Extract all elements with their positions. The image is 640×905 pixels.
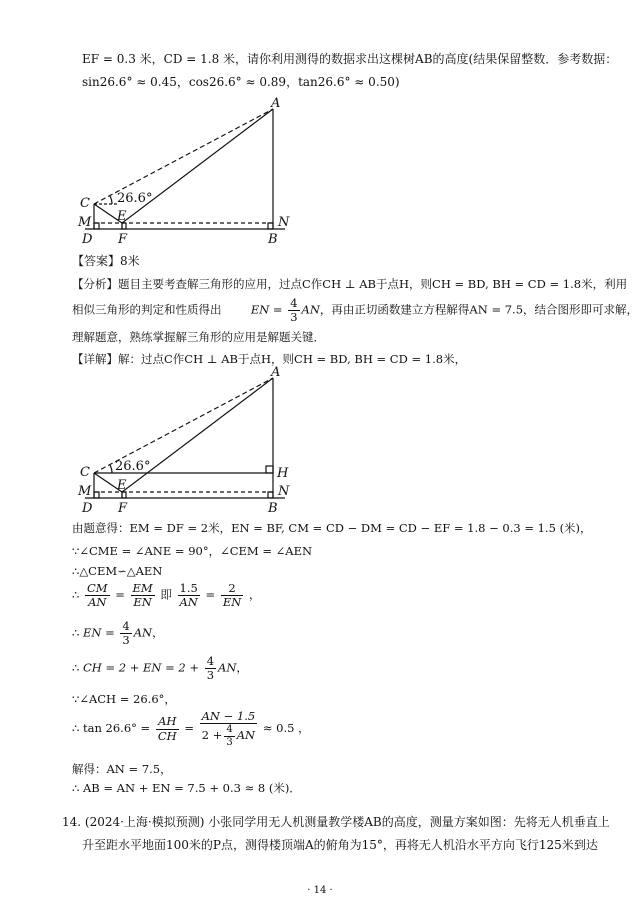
analysis-text-a: 相似三角形的判定和性质得出	[72, 302, 222, 317]
answer-line: 【答案】8米	[72, 254, 140, 268]
expression-lhs: CH = 2 + EN = 2 +	[82, 660, 200, 675]
expression-lhs: tan 26.6° =	[82, 721, 151, 736]
question-14-line-2: 升至距水平地面100米的P点，测得楼顶端A的俯角为15°，再将无人机沿水平方向飞行125米到达	[82, 838, 598, 852]
therefore-symbol: ∴	[72, 721, 80, 736]
fraction-denominator: 3	[290, 310, 298, 325]
fig1-label-a: A	[271, 96, 281, 111]
fraction-denominator: CH	[157, 728, 177, 743]
fraction-numerator: 4	[290, 296, 298, 310]
fig2-label-a: A	[271, 366, 281, 380]
fig2-label-m: M	[78, 484, 92, 499]
solution-line-10: ∴ AB = AN + EN = 7.5 + 0.3 ≈ 8 (米)．	[72, 781, 301, 795]
analysis-line-2	[72, 297, 638, 324]
solution-line-5	[72, 620, 164, 647]
denominator-suffix: AN	[236, 728, 256, 743]
page-number: · 14 ·	[307, 885, 333, 896]
fig2-angle-label: 26.6°	[115, 459, 151, 474]
fig1-label-n: N	[278, 215, 290, 230]
fraction-numerator: 4	[206, 654, 215, 668]
fig2-label-e: E	[117, 478, 127, 493]
therefore-symbol: ∴	[72, 587, 80, 602]
analysis-fraction	[288, 297, 299, 324]
expression-rhs: AN	[218, 660, 237, 675]
approximation: ≈ 0.5	[262, 721, 295, 736]
solution-line-2: ∵∠CME = ∠ANE = 90°，∠CEM = ∠AEN	[72, 544, 313, 558]
punctuation: ，	[236, 660, 248, 675]
therefore-symbol: ∴	[72, 660, 80, 675]
connector-word: 即	[160, 587, 172, 602]
figure-1	[70, 96, 300, 246]
punctuation: ，	[298, 721, 310, 736]
solution-line-6	[72, 655, 248, 682]
denominator-prefix: 2 +	[201, 728, 223, 743]
equals-sign: =	[115, 587, 125, 602]
figure-2	[70, 366, 300, 516]
fraction-numerator: EM	[132, 581, 153, 595]
fig1-label-f: F	[118, 232, 128, 246]
ratio-1.5-an	[178, 582, 200, 609]
fig1-label-b: B	[268, 232, 278, 246]
fraction-denominator: 3	[206, 668, 215, 683]
intro-line-1: EF = 0.3 米，CD = 1.8 米，请你利用测得的数据求出这棵树AB的高度(结果保留整数．参考数据：	[82, 52, 618, 66]
solution-line-7: ∵∠ACH = 26.6°，	[72, 692, 176, 706]
fig2-label-d: D	[82, 501, 93, 516]
fraction-numerator: AN − 1.5	[201, 709, 256, 723]
ratio-cm-an	[85, 582, 110, 609]
analysis-text-b: ，再由正切函数建立方程解得AN = 7.5，结合图形即可求解，	[319, 302, 639, 317]
fig1-angle-label: 26.6°	[117, 191, 153, 206]
expression-rhs: AN	[133, 625, 153, 640]
fraction-numerator: 4	[226, 724, 233, 736]
ratio-ah-ch	[156, 715, 179, 742]
ratio-em-en	[131, 582, 155, 609]
fraction-4-3	[205, 655, 216, 682]
fraction-numerator: 2	[221, 582, 243, 596]
fraction-denominator: EN	[222, 595, 242, 610]
fraction-4-3	[120, 620, 131, 647]
detail-line: 【详解】解：过点C作CH ⊥ AB于点H，则CH = BD, BH = CD = 1.8米，	[72, 352, 467, 366]
intro-line-2: sin26.6° ≈ 0.45，cos26.6° ≈ 0.89，tan26.6° ≈ 0.50)	[82, 75, 400, 89]
equals-sign: =	[184, 721, 194, 736]
fraction-numerator: AH	[156, 715, 179, 729]
fig1-label-e: E	[117, 209, 127, 224]
tan-equation-fraction	[200, 710, 258, 748]
analysis-line-3: 理解题意，熟练掌握解三角形的应用是解题关键．	[72, 330, 325, 344]
fig1-label-c: C	[80, 196, 90, 211]
fraction-denominator: AN	[179, 595, 198, 610]
nested-fraction	[224, 724, 234, 748]
solution-line-9: 解得：AN = 7.5，	[72, 762, 172, 776]
analysis-line-1: 【分析】题目主要考查解三角形的应用，过点C作CH ⊥ AB于点H，则CH = BD, BH = CD = 1.8米，利用	[72, 277, 628, 291]
fig1-label-m: M	[78, 215, 92, 230]
expression-lhs: EN =	[82, 625, 115, 640]
fraction-numerator: 1.5	[178, 582, 200, 596]
fraction-denominator: AN	[88, 595, 107, 610]
punctuation: ，	[248, 587, 261, 602]
fraction-denominator: EN	[133, 595, 152, 610]
solution-line-8	[72, 710, 310, 748]
fraction-numerator: CM	[86, 581, 108, 595]
fraction-numerator: 4	[122, 619, 130, 633]
solution-line-3: ∴△CEM∽△AEN	[72, 564, 163, 578]
fraction-denominator: 3	[122, 633, 130, 648]
equals-sign: =	[205, 587, 216, 602]
analysis-en: EN =	[250, 302, 283, 317]
fig1-label-d: D	[82, 232, 93, 246]
fig2-label-f: F	[118, 501, 128, 516]
fig2-label-c: C	[80, 465, 90, 480]
punctuation: ，	[152, 625, 164, 640]
solution-line-1: 由题意得：EM = DF = 2米，EN = BF, CM = CD − DM = CD − EF = 1.8 − 0.3 = 1.5 (米)，	[72, 521, 592, 535]
solution-line-4	[72, 582, 260, 609]
analysis-an: AN	[301, 302, 320, 317]
fig2-label-b: B	[268, 501, 278, 516]
ratio-2-en	[221, 582, 243, 609]
fraction-denominator: 3	[226, 736, 233, 748]
fig2-label-n: N	[278, 484, 290, 499]
fraction-denominator	[200, 724, 258, 748]
question-14-line-1: 14. (2024·上海·模拟预测) 小张同学用无人机测量教学楼AB的高度，测量方案如图：先将无人机垂直上	[62, 815, 610, 829]
therefore-symbol: ∴	[72, 625, 80, 640]
fig2-label-h: H	[277, 466, 289, 481]
